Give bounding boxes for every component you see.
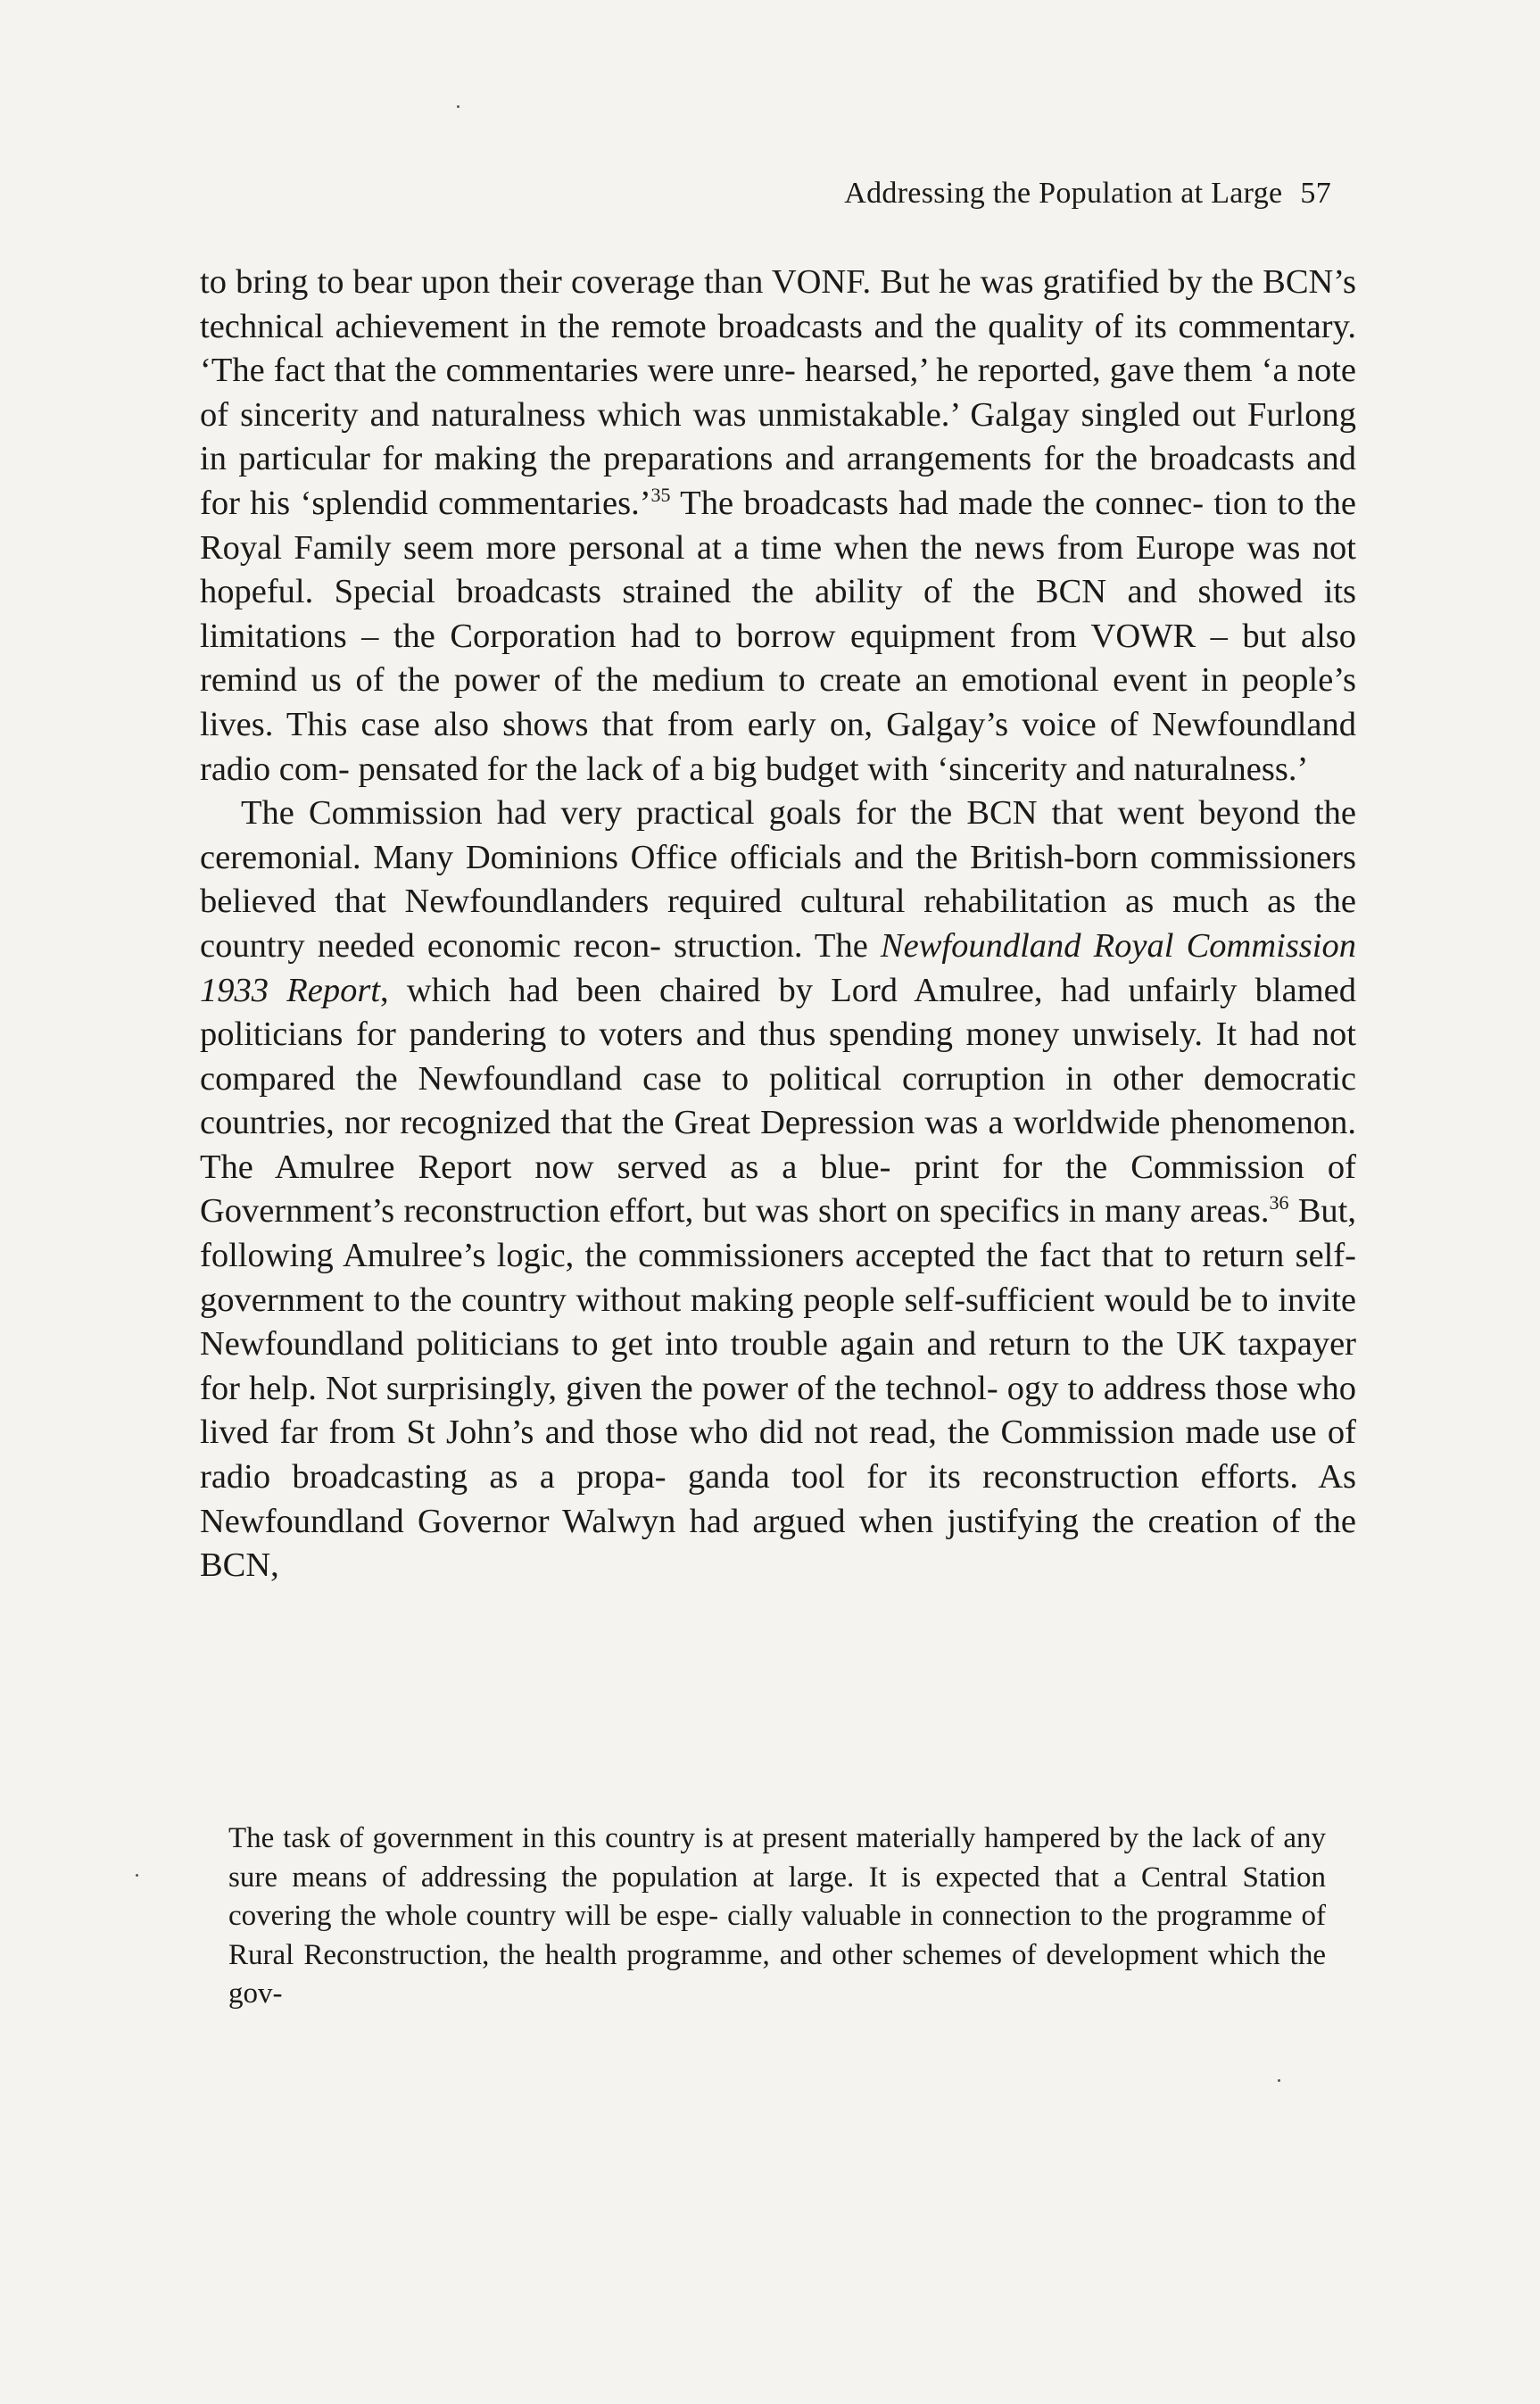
report-title: Newfoundland Royal Commission 1933 Report [200,926,1356,1009]
scan-speck [1278,2079,1280,2082]
footnote-ref-36: 36 [1269,1191,1289,1214]
paragraph-1-text-b: The broadcasts had made the connec- tion to the Royal Family seem more personal at a time when the news from Europe was not hopeful. Special broadcasts strained the ability of the BCN and showed its limitations – the Corporation had to borrow equipment from VOWR – but also remind us of the power of the medium to create an emotional event in people’s lives. This case also shows that from early on, Galgay’s voice of Newfoundland radio com- pensated for the lack of a big budget with ‘sincerity and naturalness.’ [200,484,1356,788]
scan-speck [136,1874,138,1877]
paragraph-2-text-c: But, following Amulree’s logic, the commissioners accepted the fact that to return self-government to the country without making people self-sufficient would be to invite Newfoundland politicians to get into trouble again and return to the UK taxpayer for help. Not surprisingly, given the power of the technol- ogy to address those who lived far from St John’s and those who did not read, the Commission made use of radio broadcasting as a propa- ganda tool for its reconstruction efforts. As Newfoundland Governor Walwyn had argued when justifying the creation of the BCN, [200,1192,1356,1585]
paragraph-2 [200,792,1356,1588]
scan-speck [457,105,460,108]
paragraph-2-text-b: , which had been chaired by Lord Amulree, had unfairly blamed politicians for pandering to voters and thus spending money unwisely. It had not compared the Newfoundland case to political corruption in other democratic countries, nor recognized that the Great Depression was a worldwide phenomenon. The Amulree Report now served as a blue- print for the Commission of Government’s reconstruction effort, but was short on specifics in many areas. [200,971,1356,1231]
paragraph-2-text-a: The Commission had very practical goals for the BCN that went beyond the ceremonial. Many Dominions Office officials and the British-born commissioners believed that Newfoundlanders required cultural rehabilitation as much as the country needed economic recon- struction. The [200,794,1356,965]
paragraph-1-text-a: to bring to bear upon their coverage than VONF. But he was gratified by the BCN’s technical achievement in the remote broadcasts and the quality of its commentary. ‘The fact that the commentaries were unre- hearsed,’ he reported, gave them ‘a note of sincerity and naturalness which was unmistakable.’ Galgay singled out Furlong in particular for making the preparations and arrangements for the broadcasts and for his ‘splendid commentaries.’ [200,263,1356,522]
running-title: Addressing the Population at Large [844,177,1283,210]
body-text [200,261,1356,1588]
page-number: 57 [1300,177,1331,210]
block-quote: The task of government in this country is at present materially hampered by the lack of any sure means of addressing the population at large. It is expected that a Central Station covering the whole country will be espe- cially valuable in connection to the programme of Rural Reconstruction, the health programme, and other schemes of development which the gov- [228,1822,1326,2010]
paragraph-1 [200,261,1356,792]
running-head [844,177,1331,211]
footnote-ref-35: 35 [650,484,671,507]
